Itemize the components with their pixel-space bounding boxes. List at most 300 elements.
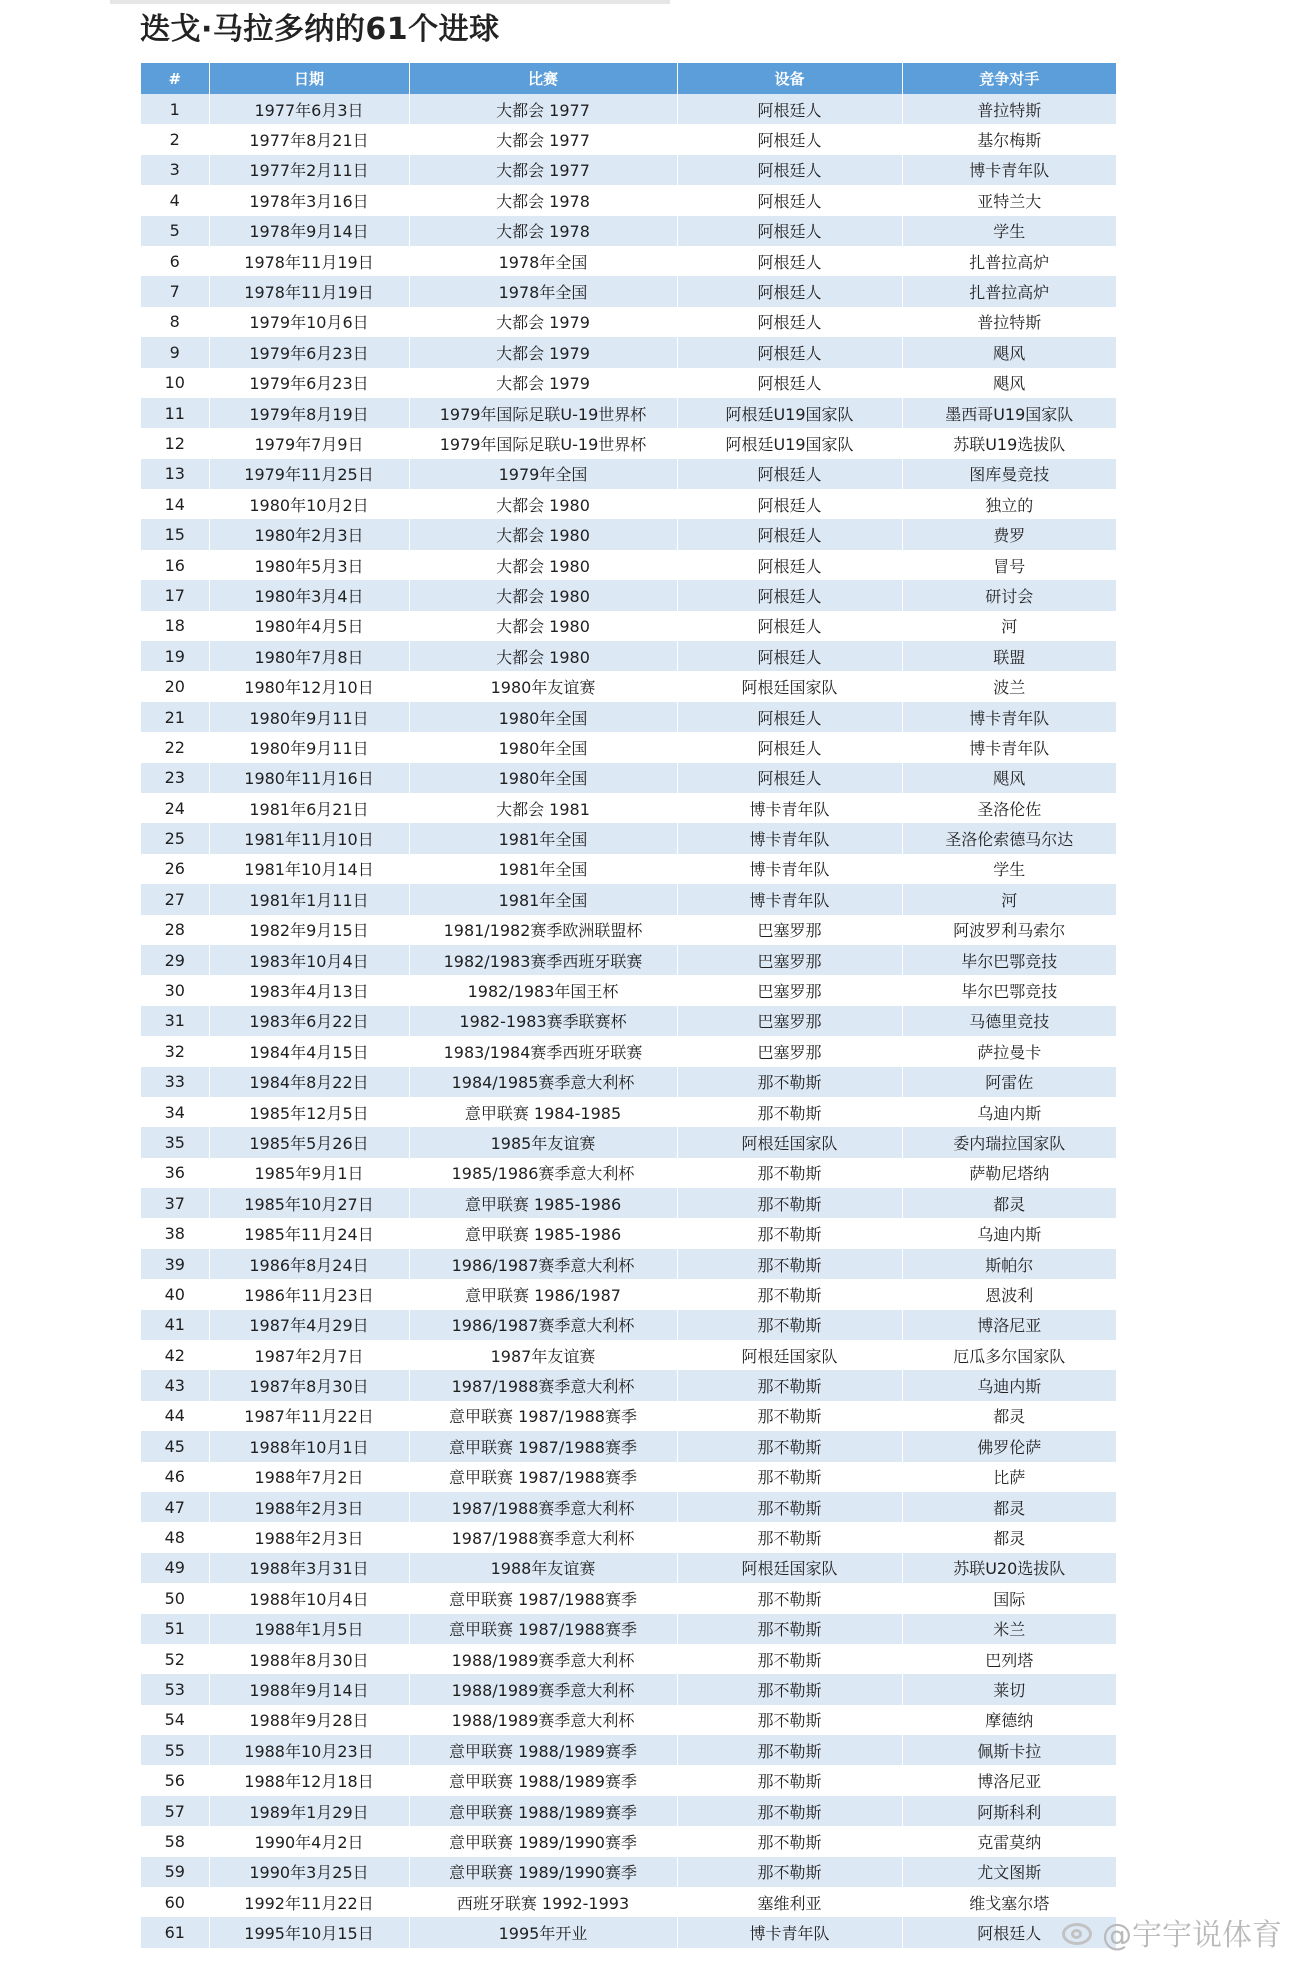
table-row — [141, 1067, 1116, 1097]
cell-date: 1983年4月13日 — [209, 975, 409, 1005]
cell-date: 1988年2月3日 — [209, 1492, 409, 1522]
table-row — [141, 580, 1116, 610]
cell-team: 阿根廷人 — [677, 641, 902, 671]
table-row — [141, 276, 1116, 306]
cell-match: 大都会 1980 — [409, 489, 677, 519]
cell-date: 1987年2月7日 — [209, 1340, 409, 1370]
cell-number: 1 — [141, 94, 209, 124]
cell-opponent: 普拉特斯 — [902, 307, 1116, 337]
cell-team: 阿根廷人 — [677, 732, 902, 762]
cell-number: 33 — [141, 1067, 209, 1097]
cell-match: 1981年全国 — [409, 884, 677, 914]
cell-date: 1988年8月30日 — [209, 1644, 409, 1674]
table-row — [141, 1705, 1116, 1735]
cell-opponent: 飓风 — [902, 763, 1116, 793]
cell-opponent: 都灵 — [902, 1492, 1116, 1522]
cell-date: 1992年11月22日 — [209, 1887, 409, 1917]
cell-opponent: 联盟 — [902, 641, 1116, 671]
cell-match: 大都会 1980 — [409, 519, 677, 549]
cell-date: 1981年11月10日 — [209, 823, 409, 853]
cell-date: 1980年9月11日 — [209, 732, 409, 762]
cell-match: 1987/1988赛季意大利杯 — [409, 1522, 677, 1552]
cell-team: 那不勒斯 — [677, 1218, 902, 1248]
cell-team: 那不勒斯 — [677, 1583, 902, 1613]
cell-opponent: 佩斯卡拉 — [902, 1735, 1116, 1765]
cell-team: 博卡青年队 — [677, 823, 902, 853]
cell-team: 阿根廷人 — [677, 155, 902, 185]
cell-opponent: 学生 — [902, 854, 1116, 884]
cell-number: 55 — [141, 1735, 209, 1765]
table-row — [141, 1614, 1116, 1644]
table-row — [141, 732, 1116, 762]
table-row — [141, 1036, 1116, 1066]
cell-opponent: 扎普拉高炉 — [902, 276, 1116, 306]
cell-number: 10 — [141, 368, 209, 398]
cell-match: 1988/1989赛季意大利杯 — [409, 1705, 677, 1735]
cell-opponent: 比萨 — [902, 1462, 1116, 1492]
cell-match: 1988/1989赛季意大利杯 — [409, 1644, 677, 1674]
table-row — [141, 1006, 1116, 1036]
header-team: 设备 — [677, 63, 902, 94]
cell-match: 1988年友谊赛 — [409, 1553, 677, 1583]
cell-match: 大都会 1979 — [409, 307, 677, 337]
table-row — [141, 1218, 1116, 1248]
cell-team: 那不勒斯 — [677, 1826, 902, 1856]
cell-team: 阿根廷人 — [677, 459, 902, 489]
cell-team: 那不勒斯 — [677, 1310, 902, 1340]
cell-opponent: 圣洛伦索德马尔达 — [902, 823, 1116, 853]
cell-team: 那不勒斯 — [677, 1370, 902, 1400]
cell-date: 1984年8月22日 — [209, 1067, 409, 1097]
goals-table — [141, 63, 1116, 1948]
table-row — [141, 1462, 1116, 1492]
cell-date: 1988年10月23日 — [209, 1735, 409, 1765]
table-row — [141, 1492, 1116, 1522]
cell-date: 1980年11月16日 — [209, 763, 409, 793]
cell-date: 1980年3月4日 — [209, 580, 409, 610]
cell-date: 1987年8月30日 — [209, 1370, 409, 1400]
table-row — [141, 459, 1116, 489]
cell-date: 1985年9月1日 — [209, 1158, 409, 1188]
cell-number: 57 — [141, 1796, 209, 1826]
cell-date: 1986年8月24日 — [209, 1249, 409, 1279]
cell-team: 阿根廷国家队 — [677, 1127, 902, 1157]
cell-team: 阿根廷人 — [677, 702, 902, 732]
cell-match: 大都会 1981 — [409, 793, 677, 823]
cell-team: 阿根廷U19国家队 — [677, 398, 902, 428]
cell-date: 1985年5月26日 — [209, 1127, 409, 1157]
cell-date: 1990年3月25日 — [209, 1857, 409, 1887]
cell-date: 1980年5月3日 — [209, 550, 409, 580]
cell-team: 那不勒斯 — [677, 1067, 902, 1097]
cell-date: 1979年6月23日 — [209, 368, 409, 398]
cell-opponent: 学生 — [902, 216, 1116, 246]
table-row — [141, 428, 1116, 458]
cell-opponent: 亚特兰大 — [902, 185, 1116, 215]
table-row — [141, 1279, 1116, 1309]
cell-date: 1979年6月23日 — [209, 337, 409, 367]
table-row — [141, 702, 1116, 732]
cell-match: 大都会 1977 — [409, 124, 677, 154]
cell-number: 30 — [141, 975, 209, 1005]
cell-date: 1977年8月21日 — [209, 124, 409, 154]
cell-team: 那不勒斯 — [677, 1857, 902, 1887]
cell-opponent: 基尔梅斯 — [902, 124, 1116, 154]
cell-number: 22 — [141, 732, 209, 762]
cell-date: 1978年11月19日 — [209, 276, 409, 306]
cell-number: 39 — [141, 1249, 209, 1279]
cell-opponent: 都灵 — [902, 1188, 1116, 1218]
cell-team: 巴塞罗那 — [677, 975, 902, 1005]
cell-opponent: 萨勒尼塔纳 — [902, 1158, 1116, 1188]
cell-team: 巴塞罗那 — [677, 1036, 902, 1066]
cell-date: 1987年11月22日 — [209, 1401, 409, 1431]
table-row — [141, 1097, 1116, 1127]
cell-number: 32 — [141, 1036, 209, 1066]
cell-match: 1986/1987赛季意大利杯 — [409, 1310, 677, 1340]
cell-opponent: 国际 — [902, 1583, 1116, 1613]
table-row — [141, 1340, 1116, 1370]
cell-opponent: 波兰 — [902, 671, 1116, 701]
table-row — [141, 1401, 1116, 1431]
cell-number: 20 — [141, 671, 209, 701]
cell-number: 24 — [141, 793, 209, 823]
cell-match: 意甲联赛 1989/1990赛季 — [409, 1857, 677, 1887]
cell-match: 1979年国际足联U-19世界杯 — [409, 428, 677, 458]
cell-match: 1980年全国 — [409, 763, 677, 793]
cell-number: 35 — [141, 1127, 209, 1157]
cell-number: 52 — [141, 1644, 209, 1674]
cell-number: 48 — [141, 1522, 209, 1552]
cell-number: 60 — [141, 1887, 209, 1917]
cell-match: 大都会 1979 — [409, 368, 677, 398]
cell-number: 15 — [141, 519, 209, 549]
table-row — [141, 1522, 1116, 1552]
cell-opponent: 扎普拉高炉 — [902, 246, 1116, 276]
cell-match: 大都会 1979 — [409, 337, 677, 367]
table-row — [141, 1644, 1116, 1674]
cell-team: 那不勒斯 — [677, 1492, 902, 1522]
cell-team: 阿根廷人 — [677, 611, 902, 641]
cell-match: 大都会 1980 — [409, 611, 677, 641]
cell-date: 1988年12月18日 — [209, 1765, 409, 1795]
table-body — [141, 94, 1116, 1948]
cell-number: 17 — [141, 580, 209, 610]
table-row — [141, 823, 1116, 853]
table-row — [141, 975, 1116, 1005]
table-row — [141, 337, 1116, 367]
cell-date: 1989年1月29日 — [209, 1796, 409, 1826]
cell-number: 54 — [141, 1705, 209, 1735]
table-row — [141, 216, 1116, 246]
cell-opponent: 博卡青年队 — [902, 155, 1116, 185]
cell-date: 1982年9月15日 — [209, 915, 409, 945]
cell-date: 1977年2月11日 — [209, 155, 409, 185]
cell-opponent: 墨西哥U19国家队 — [902, 398, 1116, 428]
cell-number: 53 — [141, 1674, 209, 1704]
cell-date: 1979年10月6日 — [209, 307, 409, 337]
table-row — [141, 945, 1116, 975]
cell-team: 阿根廷人 — [677, 276, 902, 306]
cell-opponent: 飓风 — [902, 337, 1116, 367]
cell-date: 1978年11月19日 — [209, 246, 409, 276]
cell-opponent: 博洛尼亚 — [902, 1310, 1116, 1340]
cell-match: 大都会 1977 — [409, 155, 677, 185]
cell-match: 1979年国际足联U-19世界杯 — [409, 398, 677, 428]
cell-team: 博卡青年队 — [677, 854, 902, 884]
cell-date: 1988年9月28日 — [209, 1705, 409, 1735]
cell-opponent: 都灵 — [902, 1522, 1116, 1552]
cell-opponent: 恩波利 — [902, 1279, 1116, 1309]
cell-date: 1984年4月15日 — [209, 1036, 409, 1066]
table-row — [141, 1735, 1116, 1765]
cell-date: 1988年2月3日 — [209, 1522, 409, 1552]
goals-table-container — [141, 63, 1116, 1948]
cell-number: 31 — [141, 1006, 209, 1036]
cell-team: 那不勒斯 — [677, 1735, 902, 1765]
cell-team: 阿根廷人 — [677, 337, 902, 367]
cell-match: 1985年友谊赛 — [409, 1127, 677, 1157]
cell-opponent: 河 — [902, 884, 1116, 914]
cell-date: 1988年3月31日 — [209, 1553, 409, 1583]
cell-team: 阿根廷人 — [677, 763, 902, 793]
cell-date: 1980年2月3日 — [209, 519, 409, 549]
cell-match: 1978年全国 — [409, 246, 677, 276]
table-row — [141, 915, 1116, 945]
cell-opponent: 博卡青年队 — [902, 732, 1116, 762]
cell-team: 阿根廷人 — [677, 489, 902, 519]
table-row — [141, 1127, 1116, 1157]
cell-match: 大都会 1977 — [409, 94, 677, 124]
cell-number: 40 — [141, 1279, 209, 1309]
table-row — [141, 1826, 1116, 1856]
cell-number: 37 — [141, 1188, 209, 1218]
table-row — [141, 1857, 1116, 1887]
cell-match: 1980年全国 — [409, 732, 677, 762]
cell-number: 49 — [141, 1553, 209, 1583]
cell-opponent: 巴列塔 — [902, 1644, 1116, 1674]
cell-date: 1980年9月11日 — [209, 702, 409, 732]
cell-opponent: 毕尔巴鄂竞技 — [902, 945, 1116, 975]
cell-date: 1981年10月14日 — [209, 854, 409, 884]
cell-match: 1981/1982赛季欧洲联盟杯 — [409, 915, 677, 945]
table-row — [141, 1917, 1116, 1947]
table-header-row — [141, 63, 1116, 94]
table-row — [141, 489, 1116, 519]
cell-opponent: 阿雷佐 — [902, 1067, 1116, 1097]
cell-match: 1995年开业 — [409, 1917, 677, 1947]
cell-team: 巴塞罗那 — [677, 945, 902, 975]
cell-team: 巴塞罗那 — [677, 1006, 902, 1036]
cell-number: 13 — [141, 459, 209, 489]
cell-opponent: 莱切 — [902, 1674, 1116, 1704]
cell-team: 那不勒斯 — [677, 1097, 902, 1127]
table-row — [141, 854, 1116, 884]
table-row — [141, 1370, 1116, 1400]
cell-opponent: 维戈塞尔塔 — [902, 1887, 1116, 1917]
cell-number: 47 — [141, 1492, 209, 1522]
cell-number: 59 — [141, 1857, 209, 1887]
cell-opponent: 斯帕尔 — [902, 1249, 1116, 1279]
cell-match: 大都会 1978 — [409, 185, 677, 215]
cell-match: 大都会 1980 — [409, 580, 677, 610]
cell-number: 7 — [141, 276, 209, 306]
table-row — [141, 124, 1116, 154]
cell-number: 43 — [141, 1370, 209, 1400]
table-row — [141, 1553, 1116, 1583]
table-row — [141, 1796, 1116, 1826]
table-row — [141, 155, 1116, 185]
cell-opponent: 博洛尼亚 — [902, 1765, 1116, 1795]
cell-date: 1981年1月11日 — [209, 884, 409, 914]
cell-date: 1980年7月8日 — [209, 641, 409, 671]
cell-date: 1981年6月21日 — [209, 793, 409, 823]
table-row — [141, 398, 1116, 428]
cell-team: 阿根廷人 — [677, 124, 902, 154]
cell-match: 意甲联赛 1984-1985 — [409, 1097, 677, 1127]
cell-date: 1988年7月2日 — [209, 1462, 409, 1492]
header-date: 日期 — [209, 63, 409, 94]
table-row — [141, 641, 1116, 671]
cell-match: 大都会 1980 — [409, 550, 677, 580]
cell-number: 18 — [141, 611, 209, 641]
cell-team: 那不勒斯 — [677, 1765, 902, 1795]
table-row — [141, 1310, 1116, 1340]
cell-team: 阿根廷人 — [677, 580, 902, 610]
cell-date: 1979年11月25日 — [209, 459, 409, 489]
table-row — [141, 1765, 1116, 1795]
table-row — [141, 550, 1116, 580]
cell-match: 1987/1988赛季意大利杯 — [409, 1370, 677, 1400]
cell-team: 博卡青年队 — [677, 1917, 902, 1947]
page-title: 迭戈·马拉多纳的61个进球 — [140, 12, 500, 47]
cell-match: 1986/1987赛季意大利杯 — [409, 1249, 677, 1279]
cell-opponent: 飓风 — [902, 368, 1116, 398]
table-row — [141, 763, 1116, 793]
cell-opponent: 独立的 — [902, 489, 1116, 519]
cell-opponent: 阿斯科利 — [902, 1796, 1116, 1826]
cell-team: 阿根廷人 — [677, 185, 902, 215]
cell-number: 56 — [141, 1765, 209, 1795]
cell-match: 意甲联赛 1985-1986 — [409, 1188, 677, 1218]
cell-date: 1990年4月2日 — [209, 1826, 409, 1856]
cell-number: 42 — [141, 1340, 209, 1370]
cell-date: 1995年10月15日 — [209, 1917, 409, 1947]
weibo-icon — [1060, 1917, 1098, 1947]
cell-opponent: 研讨会 — [902, 580, 1116, 610]
cell-team: 那不勒斯 — [677, 1401, 902, 1431]
cell-opponent: 苏联U19选拔队 — [902, 428, 1116, 458]
cell-match: 意甲联赛 1989/1990赛季 — [409, 1826, 677, 1856]
cell-date: 1988年10月4日 — [209, 1583, 409, 1613]
cell-number: 12 — [141, 428, 209, 458]
cell-team: 那不勒斯 — [677, 1796, 902, 1826]
cell-opponent: 乌迪内斯 — [902, 1097, 1116, 1127]
cell-match: 1987/1988赛季意大利杯 — [409, 1492, 677, 1522]
cell-team: 那不勒斯 — [677, 1249, 902, 1279]
cell-number: 26 — [141, 854, 209, 884]
cell-team: 那不勒斯 — [677, 1674, 902, 1704]
cell-number: 51 — [141, 1614, 209, 1644]
cell-team: 那不勒斯 — [677, 1705, 902, 1735]
table-row — [141, 519, 1116, 549]
cell-team: 那不勒斯 — [677, 1522, 902, 1552]
cell-match: 1982-1983赛季联赛杯 — [409, 1006, 677, 1036]
cell-number: 58 — [141, 1826, 209, 1856]
cell-number: 21 — [141, 702, 209, 732]
cell-date: 1978年9月14日 — [209, 216, 409, 246]
cell-date: 1979年8月19日 — [209, 398, 409, 428]
watermark-text: @宇宇说体育 — [1102, 1918, 1282, 1953]
cell-match: 1980年全国 — [409, 702, 677, 732]
table-row — [141, 307, 1116, 337]
cell-team: 阿根廷人 — [677, 216, 902, 246]
cell-team: 那不勒斯 — [677, 1614, 902, 1644]
table-row — [141, 1583, 1116, 1613]
cell-number: 25 — [141, 823, 209, 853]
cell-number: 41 — [141, 1310, 209, 1340]
cell-opponent: 萨拉曼卡 — [902, 1036, 1116, 1066]
cell-team: 阿根廷人 — [677, 307, 902, 337]
cell-team: 那不勒斯 — [677, 1279, 902, 1309]
cell-team: 阿根廷人 — [677, 550, 902, 580]
cell-team: 那不勒斯 — [677, 1431, 902, 1461]
table-row — [141, 1431, 1116, 1461]
cell-number: 3 — [141, 155, 209, 185]
cell-match: 大都会 1978 — [409, 216, 677, 246]
cell-opponent: 博卡青年队 — [902, 702, 1116, 732]
table-row — [141, 884, 1116, 914]
cell-number: 23 — [141, 763, 209, 793]
cell-number: 19 — [141, 641, 209, 671]
cell-number: 36 — [141, 1158, 209, 1188]
cell-team: 巴塞罗那 — [677, 915, 902, 945]
cell-team: 塞维利亚 — [677, 1887, 902, 1917]
table-row — [141, 368, 1116, 398]
cell-match: 1981年全国 — [409, 854, 677, 884]
cell-number: 14 — [141, 489, 209, 519]
cell-opponent: 圣洛伦佐 — [902, 793, 1116, 823]
table-row — [141, 185, 1116, 215]
cell-match: 1981年全国 — [409, 823, 677, 853]
cell-team: 博卡青年队 — [677, 884, 902, 914]
cell-team: 阿根廷国家队 — [677, 671, 902, 701]
table-row — [141, 793, 1116, 823]
cell-date: 1979年7月9日 — [209, 428, 409, 458]
cell-match: 大都会 1980 — [409, 641, 677, 671]
cell-opponent: 佛罗伦萨 — [902, 1431, 1116, 1461]
table-row — [141, 246, 1116, 276]
cell-number: 27 — [141, 884, 209, 914]
cell-date: 1978年3月16日 — [209, 185, 409, 215]
cell-match: 1979年全国 — [409, 459, 677, 489]
cell-number: 44 — [141, 1401, 209, 1431]
cell-opponent: 阿波罗利马索尔 — [902, 915, 1116, 945]
cell-opponent: 苏联U20选拔队 — [902, 1553, 1116, 1583]
cell-match: 意甲联赛 1987/1988赛季 — [409, 1583, 677, 1613]
cell-match: 意甲联赛 1988/1989赛季 — [409, 1796, 677, 1826]
cell-opponent: 克雷莫纳 — [902, 1826, 1116, 1856]
table-row — [141, 1249, 1116, 1279]
header-number: # — [141, 63, 209, 94]
watermark — [1060, 1910, 1282, 1954]
cell-opponent: 摩德纳 — [902, 1705, 1116, 1735]
cell-team: 阿根廷人 — [677, 368, 902, 398]
cell-number: 50 — [141, 1583, 209, 1613]
cell-date: 1977年6月3日 — [209, 94, 409, 124]
cell-team: 阿根廷国家队 — [677, 1553, 902, 1583]
cell-date: 1985年10月27日 — [209, 1188, 409, 1218]
